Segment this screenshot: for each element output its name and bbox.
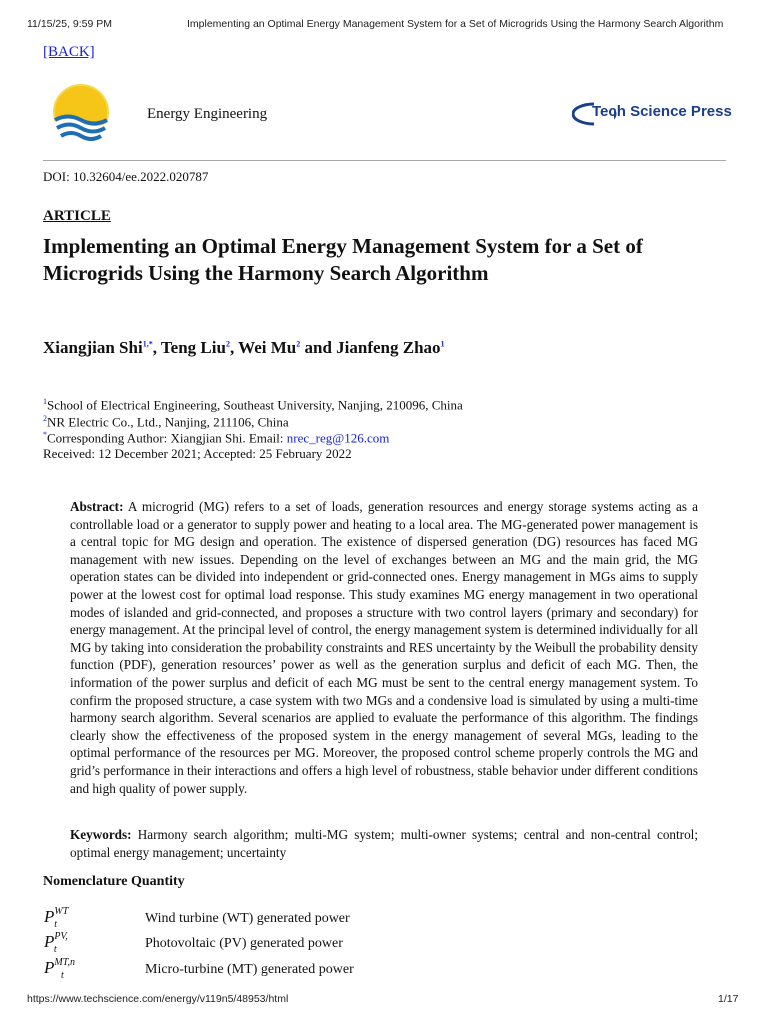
back-link[interactable]: [BACK] xyxy=(43,44,95,60)
author-separator: , xyxy=(229,338,239,357)
journal-logo xyxy=(47,80,115,150)
publisher-name: Tech Science Press xyxy=(592,103,732,120)
keywords-text: Harmony search algorithm; multi-MG system; multi-owner systems; central and non-central control; optimal energy management; uncertainty xyxy=(70,827,698,860)
publisher-logo xyxy=(572,100,732,130)
author-affiliation-marker[interactable]: 2 xyxy=(225,339,230,349)
footer-page-number: 1/17 xyxy=(718,993,739,1005)
author-affiliation-marker[interactable]: 1 xyxy=(440,339,445,349)
keywords-label: Keywords: xyxy=(70,827,132,842)
author-affiliation-marker[interactable]: 2 xyxy=(296,339,301,349)
received-accepted-dates: Received: 12 December 2021; Accepted: 25 February 2022 xyxy=(43,446,352,461)
nomenclature-description: Photovoltaic (PV) generated power xyxy=(145,936,343,951)
journal-name: Energy Engineering xyxy=(147,106,268,122)
author-name: Jianfeng Zhao xyxy=(336,338,441,357)
author-separator: and xyxy=(300,338,337,357)
corresponding-author xyxy=(43,430,389,446)
author-name: Teng Liu xyxy=(160,338,226,357)
article-type: ARTICLE xyxy=(43,208,111,224)
paper-title xyxy=(43,233,733,287)
affiliation-marker: 2 xyxy=(43,414,47,423)
abstract-text: A microgrid (MG) refers to a set of loads, generation resources and energy storage systems acting as a controllable load or a generator to supply power and heating to a local area. The MG-generated power management is a central topic for MG design and operation. The existence of dispersed generation (DG) resources has faced MG management with new issues. Depending on the level of exchanges between an MG and the main grid, the MG operation states can be divided into independent or grid-connected ones. Energy management in MGs aims to supply power at the lowest cost for optimal load response. This study examines MG energy management in two operational modes of islanded and grid-connected, and proposes a structure with two control layers (primary and secondary) for energy management. At the principal level of control, the energy management system is determined individually for all MG by taking into consideration the probability constraints and RES uncertainty by the Weibull the probability density function (PDF), generation resources’ power as well as the generation surplus and deficit of each MG. Then, the information of the power surplus and deficit of each MG must be sent to the central energy management system. To confirm the proposed structure, a case system with two MGs and a condensive load is simulated by using a multi-time harmony search algorithm. Several scenarios are applied to evaluate the performance of this algorithm. The findings clearly show the effectiveness of the proposed system in the energy management of several MGs, leading to the optimal performance of the resources per MG. Moreover, the proposed control scheme properly controls the MG and grid’s performance in their interactions and offers a high level of robustness, stable behavior under different conditions and high quality of power supply. xyxy=(70,499,698,796)
footer-url: https://www.techscience.com/energy/v119n5/48953/html xyxy=(27,993,289,1005)
author-separator: , xyxy=(152,338,161,357)
nomenclature-symbol: $P^{PV,}_t$ xyxy=(44,931,68,955)
doi: DOI: 10.32604/ee.2022.020787 xyxy=(43,169,209,184)
print-datetime: 11/15/25, 9:59 PM xyxy=(27,18,113,30)
abstract xyxy=(70,498,698,797)
print-page-title: Implementing an Optimal Energy Management System for a Set of Microgrids Using the Harmony Search Algorithm xyxy=(187,18,724,30)
nomenclature-symbol: $P^{WT}_t$ xyxy=(44,906,69,930)
author-name: Xiangjian Shi xyxy=(43,338,143,357)
author-list xyxy=(43,338,445,358)
nomenclature-symbol: $P^{MT,n}_t$ xyxy=(44,957,76,981)
author-affiliation-marker[interactable]: 1,* xyxy=(142,339,153,349)
paper-title-line-1: Implementing an Optimal Energy Management System for a Set of xyxy=(43,234,643,258)
abstract-label: Abstract: xyxy=(70,499,124,514)
nomenclature-description: Micro-turbine (MT) generated power xyxy=(145,962,354,977)
affiliation-text: School of Electrical Engineering, Southeast University, Nanjing, 210096, China xyxy=(47,397,463,413)
corresponding-marker: * xyxy=(43,430,47,439)
keywords xyxy=(70,826,698,861)
affiliation-text: NR Electric Co., Ltd., Nanjing, 211106, China xyxy=(47,414,289,430)
affiliation-marker: 1 xyxy=(43,397,47,406)
header-divider xyxy=(43,160,726,161)
author-name: Wei Mu xyxy=(238,338,297,357)
nomenclature-description: Wind turbine (WT) generated power xyxy=(145,911,350,926)
nomenclature-heading: Nomenclature Quantity xyxy=(43,874,185,889)
paper-title-line-2: Microgrids Using the Harmony Search Algorithm xyxy=(43,261,489,285)
email-link[interactable]: nrec_reg@126.com xyxy=(286,430,390,446)
affiliation xyxy=(43,414,289,430)
corresponding-text: Corresponding Author: Xiangjian Shi. Email: xyxy=(47,430,287,446)
affiliation xyxy=(43,397,463,413)
